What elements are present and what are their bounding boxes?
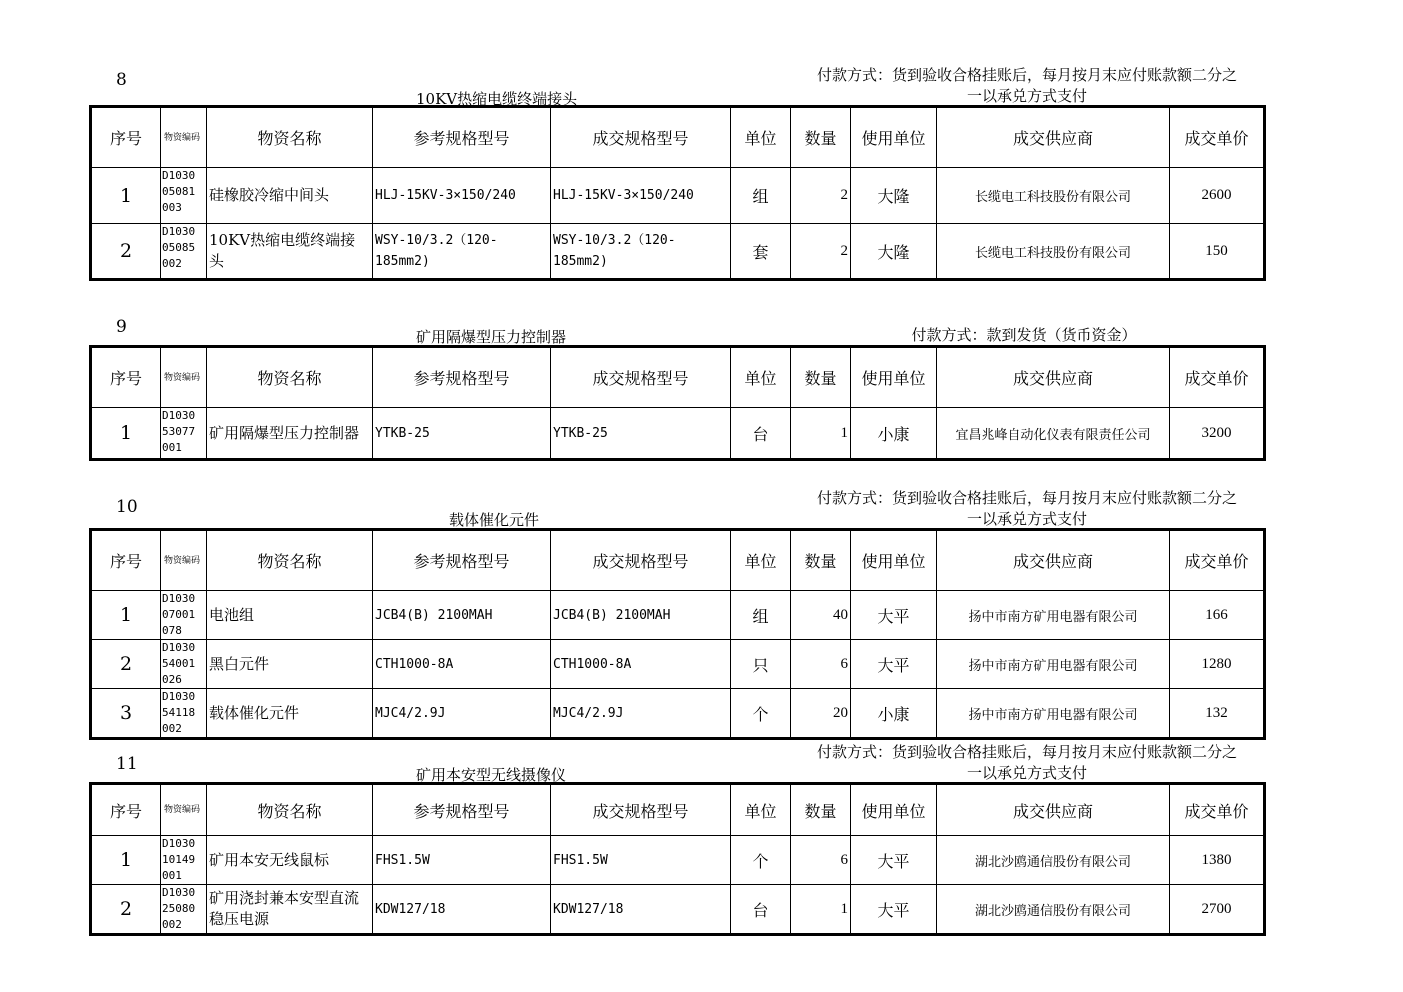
- cell-user: 大平: [851, 591, 937, 640]
- cell-ref-spec: KDW127/18: [373, 885, 551, 935]
- section-number: 9: [116, 317, 127, 337]
- cell-qty: 6: [791, 836, 851, 885]
- cell-code: D1030 54118 002: [161, 689, 207, 739]
- cell-deal-spec: YTKB-25: [551, 408, 731, 460]
- payment-terms-line: 付款方式：款到发货（货币资金）: [911, 326, 1137, 344]
- cell-code: D1030 25080 002: [161, 885, 207, 935]
- cell-seq: 3: [91, 689, 161, 739]
- cell-seq: 2: [91, 885, 161, 935]
- cell-ref-spec: HLJ-15KV-3×150/240: [373, 168, 551, 224]
- header-deal-spec: 成交规格型号: [551, 784, 731, 836]
- cell-qty: 2: [791, 224, 851, 280]
- header-supplier: 成交供应商: [937, 347, 1170, 408]
- cell-supplier: 湖北沙鸥通信股份有限公司: [937, 885, 1170, 935]
- cell-user: 大隆: [851, 168, 937, 224]
- cell-unit: 台: [731, 408, 791, 460]
- header-code: 物资编码: [161, 784, 207, 836]
- header-code: 物资编码: [161, 347, 207, 408]
- header-code: 物资编码: [161, 107, 207, 168]
- header-qty: 数量: [791, 530, 851, 591]
- cell-qty: 40: [791, 591, 851, 640]
- cell-name: 载体催化元件: [207, 689, 373, 739]
- header-qty: 数量: [791, 784, 851, 836]
- cell-seq: 1: [91, 168, 161, 224]
- table-header-row: [91, 784, 1265, 836]
- cell-supplier: 长缆电工科技股份有限公司: [937, 168, 1170, 224]
- cell-user: 小康: [851, 689, 937, 739]
- cell-qty: 6: [791, 640, 851, 689]
- cell-user: 小康: [851, 408, 937, 460]
- cell-qty: 1: [791, 408, 851, 460]
- cell-seq: 1: [91, 836, 161, 885]
- header-unit: 单位: [731, 784, 791, 836]
- cell-supplier: 扬中市南方矿用电器有限公司: [937, 640, 1170, 689]
- payment-terms-line: 一以承兑方式支付: [966, 510, 1087, 528]
- cell-code: D1030 10149 001: [161, 836, 207, 885]
- cell-code: D1030 05081 003: [161, 168, 207, 224]
- section-number: 10: [116, 497, 138, 517]
- cell-name: 硅橡胶冷缩中间头: [207, 168, 373, 224]
- cell-supplier: 扬中市南方矿用电器有限公司: [937, 591, 1170, 640]
- cell-qty: 20: [791, 689, 851, 739]
- table-row: [91, 408, 1265, 460]
- table-row: [91, 168, 1265, 224]
- payment-terms: [787, 65, 1267, 107]
- header-deal-spec: 成交规格型号: [551, 530, 731, 591]
- cell-deal-spec: WSY-10/3.2（120-185mm2): [551, 224, 731, 280]
- header-ref-spec: 参考规格型号: [373, 107, 551, 168]
- header-ref-spec: 参考规格型号: [373, 347, 551, 408]
- cell-deal-spec: JCB4(B) 2100MAH: [551, 591, 731, 640]
- cell-user: 大平: [851, 885, 937, 935]
- header-price: 成交单价: [1170, 347, 1265, 408]
- cell-unit: 套: [731, 224, 791, 280]
- header-user: 使用单位: [851, 530, 937, 591]
- cell-seq: 2: [91, 224, 161, 280]
- section-number: 11: [116, 754, 138, 774]
- cell-name: 矿用本安无线鼠标: [207, 836, 373, 885]
- header-supplier: 成交供应商: [937, 107, 1170, 168]
- cell-seq: 1: [91, 408, 161, 460]
- cell-unit: 组: [731, 168, 791, 224]
- cell-ref-spec: WSY-10/3.2（120-185mm2): [373, 224, 551, 280]
- cell-price: 132: [1170, 689, 1265, 739]
- section-title: 矿用本安型无线摄像仪: [416, 766, 567, 784]
- header-name: 物资名称: [207, 784, 373, 836]
- header-supplier: 成交供应商: [937, 530, 1170, 591]
- section-title: 矿用隔爆型压力控制器: [416, 328, 567, 346]
- header-code: 物资编码: [161, 530, 207, 591]
- header-qty: 数量: [791, 107, 851, 168]
- cell-ref-spec: JCB4(B) 2100MAH: [373, 591, 551, 640]
- cell-supplier: 长缆电工科技股份有限公司: [937, 224, 1170, 280]
- table-row: [91, 885, 1265, 935]
- header-ref-spec: 参考规格型号: [373, 784, 551, 836]
- cell-supplier: 湖北沙鸥通信股份有限公司: [937, 836, 1170, 885]
- cell-deal-spec: HLJ-15KV-3×150/240: [551, 168, 731, 224]
- table-row: [91, 591, 1265, 640]
- section-title: 载体催化元件: [449, 511, 540, 529]
- table-row: [91, 836, 1265, 885]
- cell-ref-spec: MJC4/2.9J: [373, 689, 551, 739]
- cell-name: 电池组: [207, 591, 373, 640]
- header-unit: 单位: [731, 347, 791, 408]
- header-supplier: 成交供应商: [937, 784, 1170, 836]
- header-seq: 序号: [91, 347, 161, 408]
- table-header-row: [91, 347, 1265, 408]
- cell-user: 大隆: [851, 224, 937, 280]
- items-table: [89, 105, 1266, 281]
- cell-name: 矿用隔爆型压力控制器: [207, 408, 373, 460]
- cell-deal-spec: MJC4/2.9J: [551, 689, 731, 739]
- header-user: 使用单位: [851, 347, 937, 408]
- payment-terms: [787, 742, 1267, 784]
- cell-price: 3200: [1170, 408, 1265, 460]
- cell-price: 1380: [1170, 836, 1265, 885]
- cell-ref-spec: CTH1000-8A: [373, 640, 551, 689]
- cell-unit: 台: [731, 885, 791, 935]
- header-name: 物资名称: [207, 107, 373, 168]
- cell-name: 10KV热缩电缆终端接头: [207, 224, 373, 280]
- cell-user: 大平: [851, 836, 937, 885]
- payment-terms-line: 一以承兑方式支付: [966, 764, 1087, 782]
- cell-name: 矿用浇封兼本安型直流稳压电源: [207, 885, 373, 935]
- header-deal-spec: 成交规格型号: [551, 347, 731, 408]
- header-unit: 单位: [731, 107, 791, 168]
- cell-price: 166: [1170, 591, 1265, 640]
- section-number: 8: [116, 70, 127, 90]
- cell-ref-spec: FHS1.5W: [373, 836, 551, 885]
- cell-unit: 个: [731, 836, 791, 885]
- cell-deal-spec: CTH1000-8A: [551, 640, 731, 689]
- payment-terms-line: 付款方式：货到验收合格挂账后，每月按月末应付账款额二分之: [816, 66, 1237, 84]
- cell-seq: 2: [91, 640, 161, 689]
- payment-terms-line: 付款方式：货到验收合格挂账后，每月按月末应付账款额二分之: [816, 743, 1237, 761]
- header-price: 成交单价: [1170, 107, 1265, 168]
- cell-supplier: 扬中市南方矿用电器有限公司: [937, 689, 1170, 739]
- header-unit: 单位: [731, 530, 791, 591]
- cell-seq: 1: [91, 591, 161, 640]
- cell-qty: 2: [791, 168, 851, 224]
- header-deal-spec: 成交规格型号: [551, 107, 731, 168]
- table-row: [91, 640, 1265, 689]
- items-table: [89, 782, 1266, 936]
- cell-price: 2600: [1170, 168, 1265, 224]
- cell-user: 大平: [851, 640, 937, 689]
- cell-price: 2700: [1170, 885, 1265, 935]
- cell-name: 黑白元件: [207, 640, 373, 689]
- table-row: [91, 689, 1265, 739]
- cell-price: 150: [1170, 224, 1265, 280]
- items-table: [89, 345, 1266, 461]
- header-name: 物资名称: [207, 530, 373, 591]
- cell-supplier: 宜昌兆峰自动化仪表有限责任公司: [937, 408, 1170, 460]
- header-seq: 序号: [91, 107, 161, 168]
- cell-code: D1030 05085 002: [161, 224, 207, 280]
- table-header-row: [91, 530, 1265, 591]
- header-seq: 序号: [91, 784, 161, 836]
- header-ref-spec: 参考规格型号: [373, 530, 551, 591]
- cell-deal-spec: KDW127/18: [551, 885, 731, 935]
- header-price: 成交单价: [1170, 530, 1265, 591]
- table-row: [91, 224, 1265, 280]
- cell-deal-spec: FHS1.5W: [551, 836, 731, 885]
- cell-qty: 1: [791, 885, 851, 935]
- header-seq: 序号: [91, 530, 161, 591]
- payment-terms: [784, 325, 1264, 346]
- cell-unit: 组: [731, 591, 791, 640]
- cell-unit: 个: [731, 689, 791, 739]
- cell-ref-spec: YTKB-25: [373, 408, 551, 460]
- cell-price: 1280: [1170, 640, 1265, 689]
- header-user: 使用单位: [851, 107, 937, 168]
- payment-terms: [787, 488, 1267, 530]
- header-qty: 数量: [791, 347, 851, 408]
- header-price: 成交单价: [1170, 784, 1265, 836]
- payment-terms-line: 付款方式：货到验收合格挂账后，每月按月末应付账款额二分之: [816, 489, 1237, 507]
- payment-terms-line: 一以承兑方式支付: [966, 87, 1087, 105]
- items-table: [89, 528, 1266, 740]
- cell-code: D1030 54001 026: [161, 640, 207, 689]
- table-header-row: [91, 107, 1265, 168]
- cell-code: D1030 07001 078: [161, 591, 207, 640]
- header-user: 使用单位: [851, 784, 937, 836]
- header-name: 物资名称: [207, 347, 373, 408]
- cell-unit: 只: [731, 640, 791, 689]
- section-title: 10KV热缩电缆终端接头: [416, 90, 578, 108]
- cell-code: D1030 53077 001: [161, 408, 207, 460]
